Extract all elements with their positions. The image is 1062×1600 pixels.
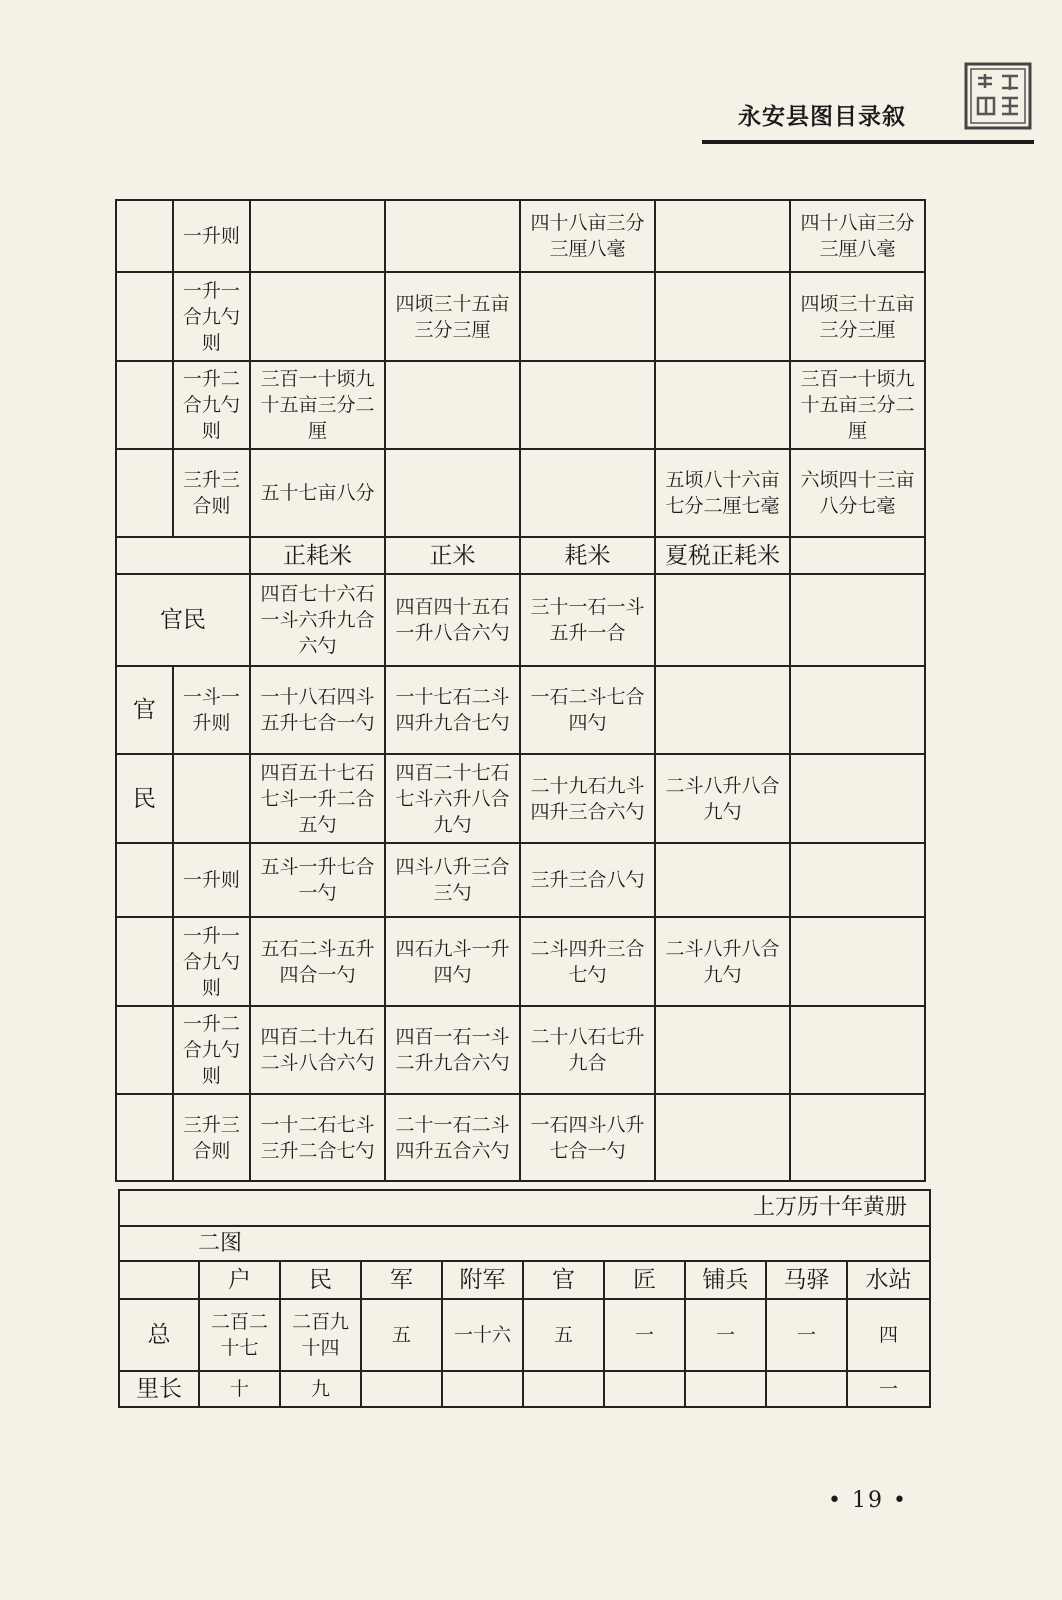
value-cell <box>655 843 790 917</box>
value-cell <box>790 1006 925 1094</box>
value-cell <box>655 200 790 272</box>
table-row <box>116 1094 925 1181</box>
column-header: 民 <box>280 1261 361 1299</box>
value-cell: 二斗八升八合九勺 <box>655 917 790 1006</box>
value-cell: 二百二十七 <box>199 1299 280 1371</box>
group-cell <box>116 361 173 449</box>
header-row <box>119 1261 930 1299</box>
value-cell <box>790 754 925 843</box>
value-cell <box>790 1094 925 1181</box>
value-cell <box>655 272 790 361</box>
group-cell <box>116 1094 173 1181</box>
column-header <box>790 537 925 574</box>
value-cell <box>604 1371 685 1407</box>
rate-cell: 一升一合九勺则 <box>173 272 250 361</box>
table-row <box>116 272 925 361</box>
page-number: • 19 • <box>828 1488 908 1513</box>
value-cell <box>655 666 790 754</box>
section-row <box>119 1226 930 1261</box>
value-cell: 一十六 <box>442 1299 523 1371</box>
table-row <box>119 1299 930 1371</box>
value-cell: 一石四斗八升七合一勺 <box>520 1094 655 1181</box>
column-header: 军 <box>361 1261 442 1299</box>
seal-stamp-icon <box>964 62 1032 130</box>
table-row <box>119 1371 930 1407</box>
rate-cell: 一升二合九勺则 <box>173 361 250 449</box>
value-cell: 二斗八升八合九勺 <box>655 754 790 843</box>
value-cell: 一石二斗七合四勺 <box>520 666 655 754</box>
header-row <box>116 537 925 574</box>
value-cell: 四百五十七石七斗一升二合五勺 <box>250 754 385 843</box>
value-cell <box>523 1371 604 1407</box>
value-cell: 一十七石二斗四升九合七勺 <box>385 666 520 754</box>
value-cell: 一 <box>847 1371 930 1407</box>
column-header <box>119 1261 199 1299</box>
table-row <box>116 843 925 917</box>
rate-cell: 一升则 <box>173 200 250 272</box>
value-cell: 一十二石七斗三升二合七勺 <box>250 1094 385 1181</box>
column-header: 匠 <box>604 1261 685 1299</box>
value-cell: 四十八亩三分三厘八毫 <box>520 200 655 272</box>
value-cell <box>790 917 925 1006</box>
value-cell: 二十八石七升九合 <box>520 1006 655 1094</box>
column-header: 夏税正耗米 <box>655 537 790 574</box>
value-cell: 二斗四升三合七勺 <box>520 917 655 1006</box>
rate-cell: 三升三合则 <box>173 1094 250 1181</box>
value-cell <box>655 1006 790 1094</box>
value-cell: 四石九斗一升四勺 <box>385 917 520 1006</box>
value-cell: 四顷三十五亩三分三厘 <box>385 272 520 361</box>
table-row <box>116 1006 925 1094</box>
column-header: 耗米 <box>520 537 655 574</box>
value-cell <box>790 574 925 666</box>
value-cell <box>250 272 385 361</box>
header-cell-empty <box>116 537 250 574</box>
tax-table <box>115 199 926 1182</box>
value-cell <box>385 361 520 449</box>
table-row <box>116 200 925 272</box>
source-note: 上万历十年黄册 <box>119 1190 930 1226</box>
value-cell: 一十八石四斗五升七合一勺 <box>250 666 385 754</box>
rate-cell: 三升三合则 <box>173 449 250 537</box>
value-cell <box>655 1094 790 1181</box>
value-cell: 四 <box>847 1299 930 1371</box>
value-cell: 四百四十五石一升八合六勺 <box>385 574 520 666</box>
column-header: 铺兵 <box>685 1261 766 1299</box>
value-cell: 四百二十七石七斗六升八合九勺 <box>385 754 520 843</box>
column-header: 官 <box>523 1261 604 1299</box>
value-cell <box>250 200 385 272</box>
value-cell: 二十一石二斗四升五合六勺 <box>385 1094 520 1181</box>
row-label: 里长 <box>119 1371 199 1407</box>
value-cell: 一 <box>685 1299 766 1371</box>
table-row <box>116 361 925 449</box>
value-cell <box>790 843 925 917</box>
value-cell: 六顷四十三亩八分七毫 <box>790 449 925 537</box>
value-cell <box>361 1371 442 1407</box>
rate-cell <box>173 754 250 843</box>
rate-cell: 一升二合九勺则 <box>173 1006 250 1094</box>
column-header: 附军 <box>442 1261 523 1299</box>
value-cell: 四百二十九石二斗八合六勺 <box>250 1006 385 1094</box>
rate-cell: 一斗一升则 <box>173 666 250 754</box>
group-cell <box>116 1006 173 1094</box>
column-header: 户 <box>199 1261 280 1299</box>
column-header: 水站 <box>847 1261 930 1299</box>
value-cell <box>766 1371 847 1407</box>
value-cell <box>520 361 655 449</box>
value-cell: 四顷三十五亩三分三厘 <box>790 272 925 361</box>
page-title: 永安县图目录叙 <box>738 104 906 130</box>
value-cell <box>655 361 790 449</box>
rate-cell: 一升一合九勺则 <box>173 917 250 1006</box>
value-cell: 三升三合八勺 <box>520 843 655 917</box>
value-cell: 四百七十六石一斗六升九合六勺 <box>250 574 385 666</box>
column-header: 正米 <box>385 537 520 574</box>
value-cell <box>385 449 520 537</box>
group-cell <box>116 272 173 361</box>
value-cell: 一 <box>766 1299 847 1371</box>
value-cell: 三百一十顷九十五亩三分二厘 <box>790 361 925 449</box>
value-cell: 五十七亩八分 <box>250 449 385 537</box>
household-table <box>118 1189 931 1408</box>
group-cell: 官 <box>116 666 173 754</box>
group-cell <box>116 449 173 537</box>
value-cell: 二十九石九斗四升三合六勺 <box>520 754 655 843</box>
value-cell: 四百一石一斗二升九合六勺 <box>385 1006 520 1094</box>
value-cell: 四十八亩三分三厘八毫 <box>790 200 925 272</box>
table-row <box>116 754 925 843</box>
value-cell: 五斗一升七合一勺 <box>250 843 385 917</box>
row-label: 总 <box>119 1299 199 1371</box>
value-cell <box>685 1371 766 1407</box>
value-cell <box>790 666 925 754</box>
section-label: 二图 <box>119 1226 930 1261</box>
value-cell: 一 <box>604 1299 685 1371</box>
value-cell: 十 <box>199 1371 280 1407</box>
note-row <box>119 1190 930 1226</box>
value-cell <box>655 574 790 666</box>
value-cell: 二百九十四 <box>280 1299 361 1371</box>
table-row <box>116 449 925 537</box>
value-cell: 五 <box>523 1299 604 1371</box>
value-cell: 五顷八十六亩七分二厘七毫 <box>655 449 790 537</box>
group-cell <box>116 200 173 272</box>
group-cell: 民 <box>116 754 173 843</box>
header-rule <box>702 140 1034 144</box>
group-cell <box>116 843 173 917</box>
group-cell <box>116 917 173 1006</box>
column-header: 正耗米 <box>250 537 385 574</box>
value-cell: 三百一十顷九十五亩三分二厘 <box>250 361 385 449</box>
value-cell: 九 <box>280 1371 361 1407</box>
value-cell <box>442 1371 523 1407</box>
group-cell: 官民 <box>116 574 250 666</box>
value-cell <box>385 200 520 272</box>
table-row <box>116 917 925 1006</box>
table-row <box>116 574 925 666</box>
value-cell: 五石二斗五升四合一勺 <box>250 917 385 1006</box>
rate-cell: 一升则 <box>173 843 250 917</box>
table-row <box>116 666 925 754</box>
value-cell <box>520 449 655 537</box>
value-cell <box>520 272 655 361</box>
value-cell: 五 <box>361 1299 442 1371</box>
value-cell: 三十一石一斗五升一合 <box>520 574 655 666</box>
column-header: 马驿 <box>766 1261 847 1299</box>
value-cell: 四斗八升三合三勺 <box>385 843 520 917</box>
